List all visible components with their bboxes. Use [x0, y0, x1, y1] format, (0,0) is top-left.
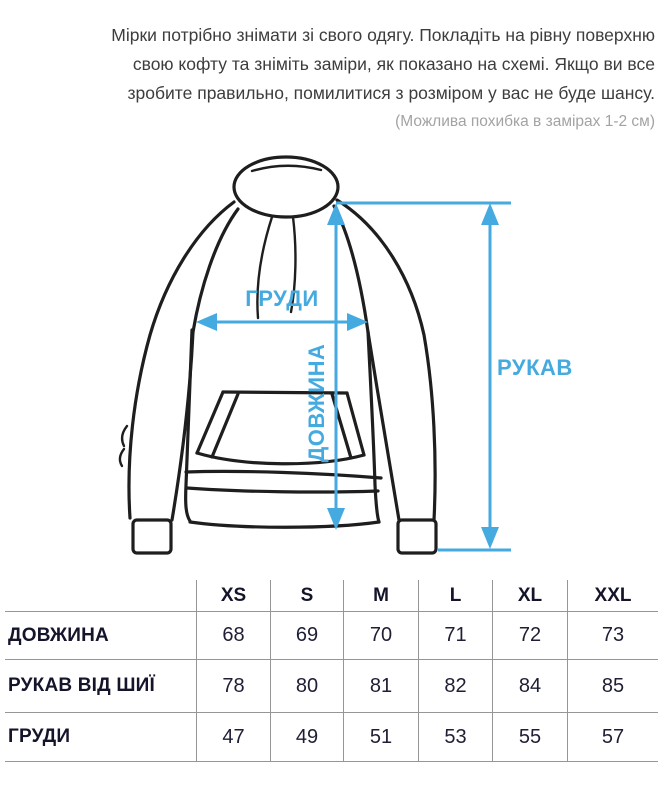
pocket-bottom [197, 453, 364, 464]
chest-label: ГРУДИ [245, 286, 319, 311]
hem-band-bottom [187, 488, 378, 492]
intro-line: Мірки потрібно знімати зі свого одягу. Покладіть на рівну поверхню [111, 25, 655, 45]
length-arrowhead-up-icon [327, 203, 345, 225]
size-column-header: XXL [567, 580, 658, 612]
chest-arrowhead-left-icon [196, 313, 217, 331]
size-value-cell: 51 [343, 713, 418, 762]
intro-line: зробите правильно, помилитися з розміром у вас не буде шансу. [127, 83, 655, 103]
size-value-cell: 85 [567, 660, 658, 713]
size-value-cell: 57 [567, 713, 658, 762]
tolerance-note: (Можлива похибка в замірах 1-2 см) [395, 113, 655, 130]
sleeve-arrowhead-down-icon [481, 527, 499, 549]
sleeve-label: РУКАВ [497, 355, 573, 380]
sleeve-wrinkle [120, 449, 124, 466]
measure-row-label: ГРУДИ [5, 713, 196, 762]
size-value-cell: 80 [270, 660, 343, 713]
size-value-cell: 82 [418, 660, 492, 713]
left-raglan-seam [193, 209, 238, 332]
size-column-header: XS [196, 580, 270, 612]
table-corner-cell [5, 580, 196, 612]
measure-row-label: ДОВЖИНА [5, 612, 196, 660]
size-value-cell: 73 [567, 612, 658, 660]
left-cuff [133, 520, 171, 553]
collar-inner-rim [252, 166, 321, 171]
sleeve-arrowhead-up-icon [481, 203, 499, 225]
size-value-cell: 72 [492, 612, 567, 660]
body-bottom-edge [190, 522, 379, 527]
size-value-cell: 78 [196, 660, 270, 713]
size-table [5, 580, 658, 762]
pocket-right-outer [347, 393, 364, 455]
size-column-header: XL [492, 580, 567, 612]
size-column-header: S [270, 580, 343, 612]
pocket-left-inner [212, 394, 238, 457]
intro-line: свою кофту та зніміть заміри, як показано на схемі. Якщо ви все [132, 54, 655, 74]
size-value-cell: 53 [418, 713, 492, 762]
hoodie-measurement-diagram [0, 140, 667, 570]
size-value-cell: 71 [418, 612, 492, 660]
measure-row-label: РУКАВ ВІД ШИЇ [5, 660, 196, 713]
size-value-cell: 47 [196, 713, 270, 762]
measurement-annotations [196, 203, 573, 550]
size-column-header: M [343, 580, 418, 612]
size-value-cell: 70 [343, 612, 418, 660]
length-label: ДОВЖИНА [304, 343, 329, 463]
size-column-header: L [418, 580, 492, 612]
size-value-cell: 68 [196, 612, 270, 660]
size-value-cell: 81 [343, 660, 418, 713]
hoodie-outline [120, 157, 436, 553]
size-value-cell: 84 [492, 660, 567, 713]
intro-text [10, 21, 655, 108]
size-value-cell: 49 [270, 713, 343, 762]
sleeve-wrinkle [122, 426, 127, 446]
size-value-cell: 69 [270, 612, 343, 660]
size-value-cell: 55 [492, 713, 567, 762]
hem-band-top [186, 471, 381, 478]
right-cuff [398, 520, 436, 553]
